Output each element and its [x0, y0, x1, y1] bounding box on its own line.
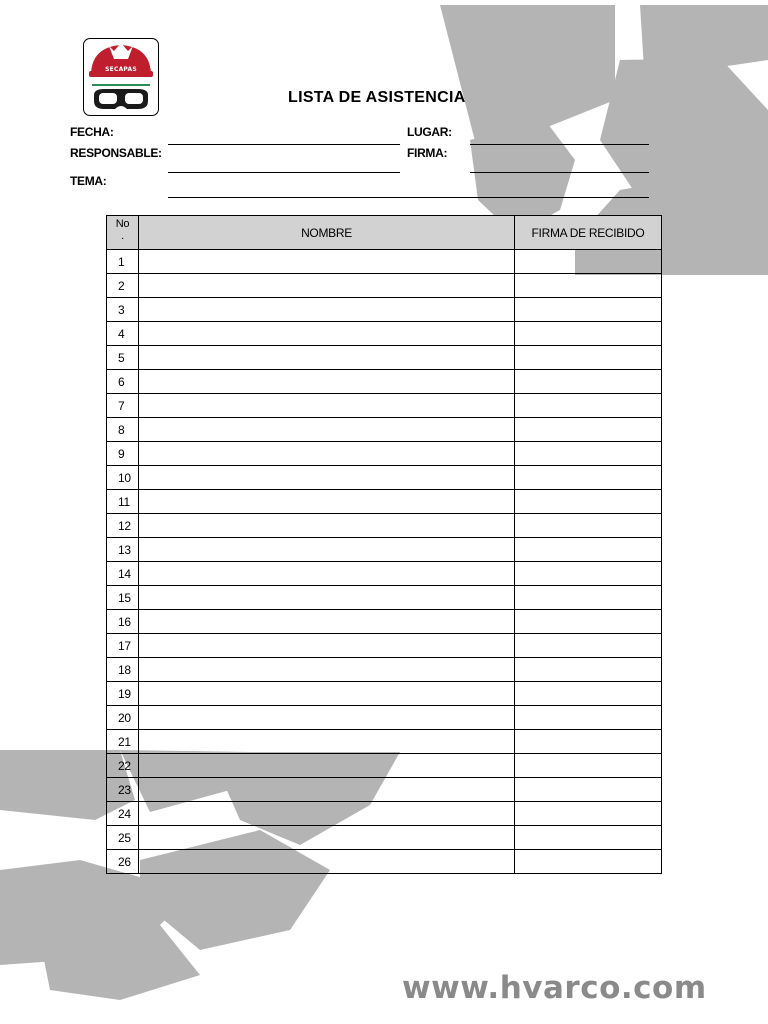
firma-cell[interactable]	[515, 394, 662, 418]
table-row	[107, 514, 662, 538]
table-row	[107, 658, 662, 682]
firma-cell[interactable]	[515, 778, 662, 802]
table-row	[107, 370, 662, 394]
row-number: 20	[107, 706, 139, 730]
firma-cell[interactable]	[515, 610, 662, 634]
nombre-cell[interactable]	[139, 394, 515, 418]
row-number: 3	[107, 298, 139, 322]
row-number: 8	[107, 418, 139, 442]
footer-website: www.hvarco.com	[402, 970, 707, 1006]
firma-column-header: FIRMA DE RECIBIDO	[515, 216, 662, 250]
firma-line[interactable]	[470, 172, 649, 173]
row-number: 9	[107, 442, 139, 466]
firma-cell[interactable]	[515, 658, 662, 682]
firma-cell[interactable]	[515, 250, 662, 274]
nombre-cell[interactable]	[139, 778, 515, 802]
row-number: 7	[107, 394, 139, 418]
nombre-cell[interactable]	[139, 682, 515, 706]
nombre-cell[interactable]	[139, 370, 515, 394]
firma-cell[interactable]	[515, 466, 662, 490]
table-row	[107, 490, 662, 514]
table-row	[107, 730, 662, 754]
firma-cell[interactable]	[515, 274, 662, 298]
row-number: 10	[107, 466, 139, 490]
firma-cell[interactable]	[515, 754, 662, 778]
responsable-line[interactable]	[168, 172, 400, 173]
table-row	[107, 466, 662, 490]
table-row	[107, 682, 662, 706]
row-number: 14	[107, 562, 139, 586]
row-number: 12	[107, 514, 139, 538]
attendance-table	[106, 215, 662, 874]
nombre-cell[interactable]	[139, 274, 515, 298]
firma-cell[interactable]	[515, 442, 662, 466]
table-row	[107, 610, 662, 634]
nombre-cell[interactable]	[139, 754, 515, 778]
row-number: 26	[107, 850, 139, 874]
row-number: 19	[107, 682, 139, 706]
nombre-cell[interactable]	[139, 322, 515, 346]
nombre-cell[interactable]	[139, 250, 515, 274]
company-logo	[83, 38, 159, 116]
document-title: LISTA DE ASISTENCIA	[288, 89, 466, 106]
table-row	[107, 322, 662, 346]
row-number: 21	[107, 730, 139, 754]
row-number: 22	[107, 754, 139, 778]
table-row	[107, 298, 662, 322]
row-number: 16	[107, 610, 139, 634]
firma-cell[interactable]	[515, 634, 662, 658]
firma-cell[interactable]	[515, 682, 662, 706]
row-number: 1	[107, 250, 139, 274]
firma-cell[interactable]	[515, 562, 662, 586]
nombre-cell[interactable]	[139, 610, 515, 634]
tema-label: TEMA:	[70, 174, 107, 188]
nombre-cell[interactable]	[139, 346, 515, 370]
table-row	[107, 634, 662, 658]
table-row	[107, 394, 662, 418]
row-number: 18	[107, 658, 139, 682]
nombre-cell[interactable]	[139, 634, 515, 658]
nombre-cell[interactable]	[139, 730, 515, 754]
firma-cell[interactable]	[515, 730, 662, 754]
responsable-label: RESPONSABLE:	[70, 146, 162, 160]
table-row	[107, 826, 662, 850]
row-number: 5	[107, 346, 139, 370]
tema-line[interactable]	[168, 197, 649, 198]
nombre-cell[interactable]	[139, 442, 515, 466]
row-number: 13	[107, 538, 139, 562]
firma-cell[interactable]	[515, 538, 662, 562]
firma-cell[interactable]	[515, 826, 662, 850]
table-row	[107, 346, 662, 370]
nombre-cell[interactable]	[139, 850, 515, 874]
nombre-cell[interactable]	[139, 802, 515, 826]
nombre-cell[interactable]	[139, 490, 515, 514]
row-number: 23	[107, 778, 139, 802]
row-number: 2	[107, 274, 139, 298]
table-row	[107, 418, 662, 442]
firma-cell[interactable]	[515, 370, 662, 394]
table-row	[107, 802, 662, 826]
firma-cell[interactable]	[515, 418, 662, 442]
nombre-cell[interactable]	[139, 418, 515, 442]
nombre-cell[interactable]	[139, 538, 515, 562]
firma-cell[interactable]	[515, 298, 662, 322]
table-row	[107, 754, 662, 778]
table-row	[107, 250, 662, 274]
nombre-cell[interactable]	[139, 658, 515, 682]
lugar-label: LUGAR:	[407, 125, 452, 139]
firma-cell[interactable]	[515, 514, 662, 538]
table-row	[107, 274, 662, 298]
nombre-cell[interactable]	[139, 586, 515, 610]
firma-cell[interactable]	[515, 346, 662, 370]
table-row	[107, 778, 662, 802]
table-row	[107, 706, 662, 730]
lugar-line[interactable]	[470, 144, 649, 145]
table-header-row	[107, 216, 662, 250]
row-number: 25	[107, 826, 139, 850]
nombre-cell[interactable]	[139, 826, 515, 850]
firma-label: FIRMA:	[407, 146, 448, 160]
nombre-cell[interactable]	[139, 514, 515, 538]
nombre-cell[interactable]	[139, 298, 515, 322]
nombre-cell[interactable]	[139, 466, 515, 490]
row-number: 15	[107, 586, 139, 610]
table-row	[107, 562, 662, 586]
table-row	[107, 586, 662, 610]
row-number: 17	[107, 634, 139, 658]
nombre-column-header: NOMBRE	[139, 216, 515, 250]
firma-cell[interactable]	[515, 706, 662, 730]
firma-cell[interactable]	[515, 802, 662, 826]
row-number: 6	[107, 370, 139, 394]
fecha-line[interactable]	[168, 144, 400, 145]
fecha-label: FECHA:	[70, 125, 114, 139]
firma-cell[interactable]	[515, 490, 662, 514]
firma-cell[interactable]	[515, 322, 662, 346]
row-number: 4	[107, 322, 139, 346]
no-column-header: No .	[107, 216, 139, 250]
row-number: 24	[107, 802, 139, 826]
table-row	[107, 538, 662, 562]
nombre-cell[interactable]	[139, 562, 515, 586]
logo-wordmark: SECAPAS	[105, 66, 137, 73]
row-number: 11	[107, 490, 139, 514]
helmet-goggles-icon	[84, 39, 158, 115]
table-row	[107, 850, 662, 874]
table-row	[107, 442, 662, 466]
firma-cell[interactable]	[515, 586, 662, 610]
nombre-cell[interactable]	[139, 706, 515, 730]
firma-cell[interactable]	[515, 850, 662, 874]
